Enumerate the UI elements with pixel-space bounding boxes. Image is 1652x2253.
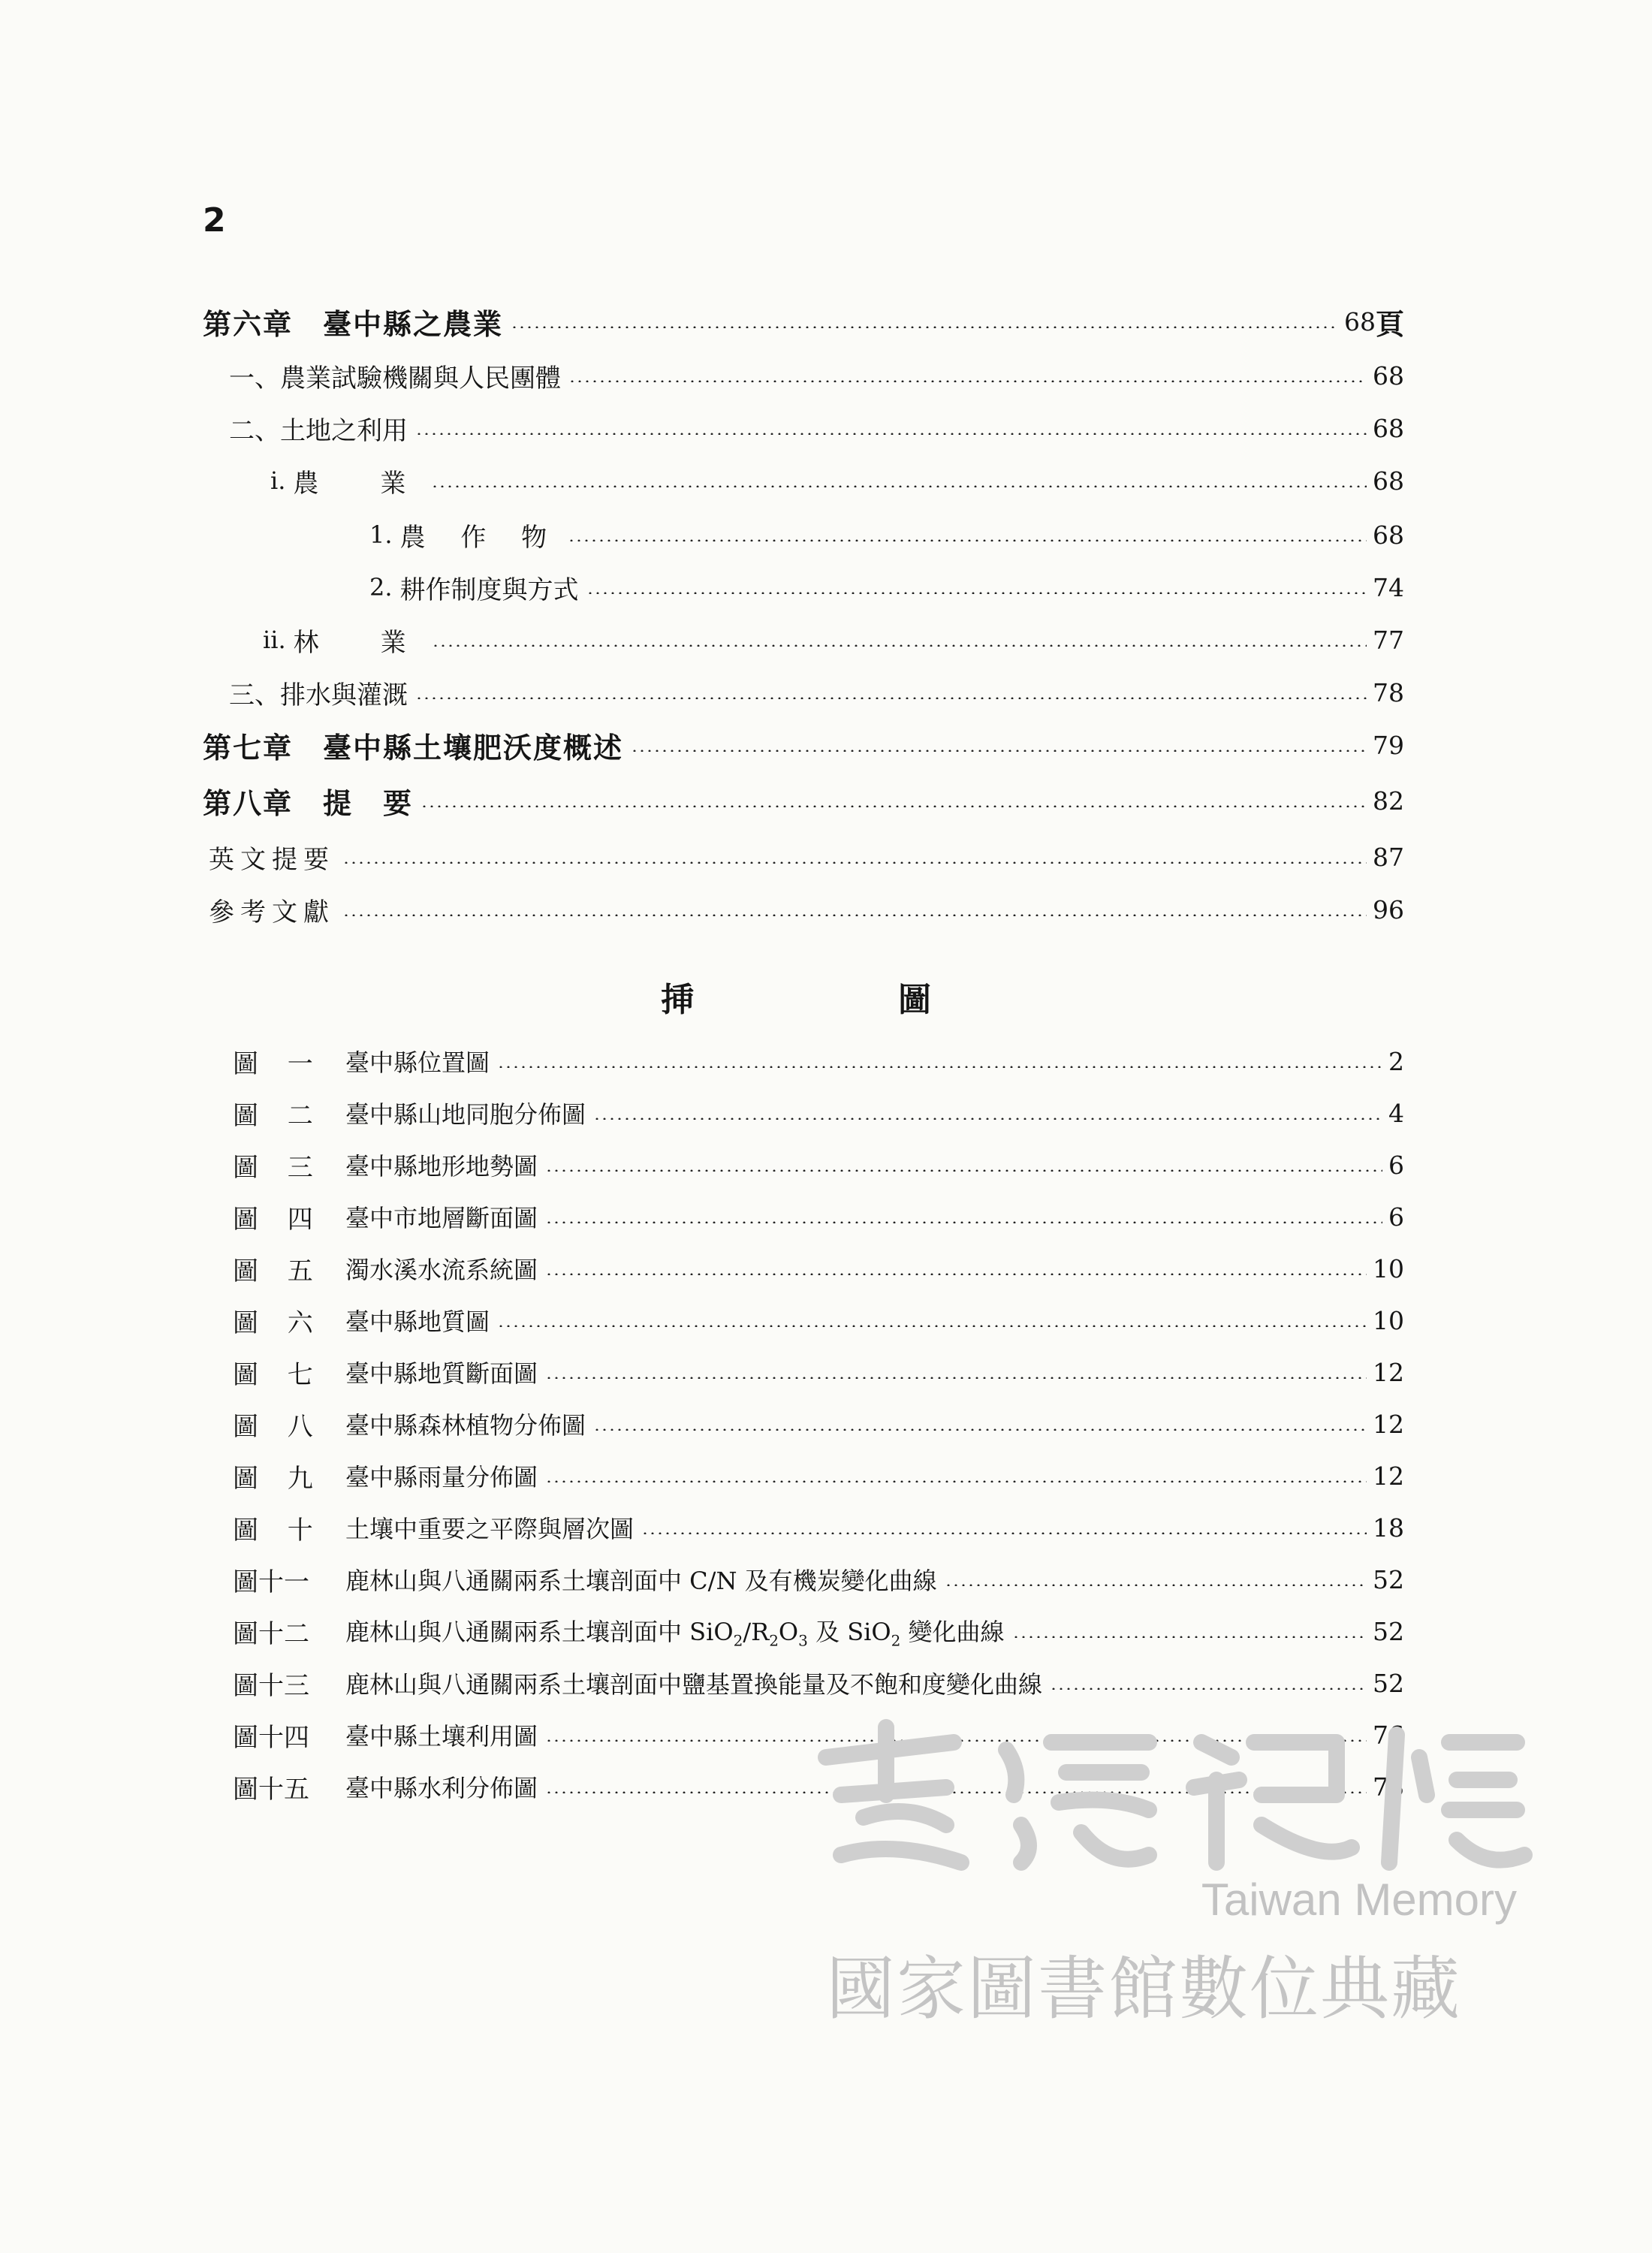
toc-entry[interactable] — [263, 619, 1404, 661]
leader-dots — [631, 749, 1367, 752]
figure-entry[interactable] — [233, 1144, 1404, 1186]
toc-page: 68 — [1373, 520, 1404, 550]
toc-label: 林 業 — [293, 627, 424, 658]
figure-number: 圖 二 — [233, 1100, 324, 1131]
toc-page: 77 — [1373, 625, 1404, 655]
figure-entry[interactable] — [233, 1766, 1404, 1808]
leader-dots — [421, 805, 1367, 807]
toc-page: 68 — [1373, 466, 1404, 496]
leader-dots — [497, 1325, 1367, 1327]
figure-page: 12 — [1373, 1461, 1404, 1491]
figures-title-char: 圖 — [898, 981, 931, 1019]
leader-dots — [586, 592, 1367, 594]
figure-title: 臺中縣土壤利用圖 — [345, 1722, 538, 1751]
toc-page: 68 — [1343, 306, 1376, 336]
figure-number: 圖 八 — [233, 1411, 324, 1442]
figure-title: 土壤中重要之平際與層次圖 — [345, 1515, 635, 1543]
title-part: O — [778, 1617, 799, 1646]
toc-label: 耕作制度與方式 — [399, 575, 579, 605]
figure-entry[interactable] — [233, 1558, 1404, 1600]
leader-dots — [545, 1377, 1367, 1379]
leader-dots — [342, 861, 1367, 864]
subscript: 2 — [733, 1631, 743, 1650]
leader-dots — [545, 1169, 1382, 1172]
toc-number: 1. — [369, 520, 393, 549]
leader-dots — [432, 644, 1367, 647]
toc-page: 74 — [1373, 572, 1404, 602]
toc-entry-chapter-6[interactable] — [203, 300, 1404, 342]
figure-title: 臺中縣森林植物分佈圖 — [345, 1411, 586, 1440]
toc-page: 87 — [1373, 842, 1404, 872]
watermark-chinese: 國家圖書館數位典藏 — [826, 1949, 1462, 2029]
figure-page: 18 — [1373, 1513, 1404, 1543]
figure-entry[interactable] — [233, 1610, 1404, 1652]
leader-dots — [497, 1066, 1382, 1068]
figure-number: 圖 六 — [233, 1307, 324, 1338]
figure-page: 2 — [1388, 1046, 1404, 1076]
leader-dots — [945, 1584, 1367, 1586]
figure-page: 12 — [1373, 1357, 1404, 1387]
figure-entry[interactable] — [233, 1196, 1404, 1238]
toc-page: 96 — [1373, 894, 1404, 924]
leader-dots — [568, 539, 1367, 541]
figure-title: 臺中縣地質圖 — [345, 1307, 490, 1336]
figure-page: 4 — [1388, 1098, 1404, 1128]
figure-page: 78 — [1373, 1772, 1404, 1802]
toc-label: 一、農業試驗機關與人民團體 — [229, 363, 561, 394]
figure-page: 76 — [1373, 1720, 1404, 1750]
toc-entry[interactable] — [209, 836, 1404, 878]
toc-label: 第六章 臺中縣之農業 — [203, 307, 504, 341]
subscript: 2 — [891, 1631, 901, 1650]
leader-dots — [511, 326, 1338, 328]
toc-entry[interactable] — [209, 888, 1404, 930]
figure-page: 6 — [1388, 1150, 1404, 1180]
title-part: 變化曲線 — [900, 1617, 1005, 1646]
leader-dots — [342, 914, 1367, 916]
figure-number: 圖十二 — [233, 1618, 309, 1649]
title-part: 鹿林山與八通關兩系土壤剖面中 SiO — [345, 1617, 734, 1646]
leader-dots — [545, 1480, 1367, 1482]
toc-entry[interactable] — [229, 354, 1404, 397]
figure-entry[interactable] — [233, 1092, 1404, 1134]
leader-dots — [415, 697, 1367, 699]
figure-title: 臺中縣雨量分佈圖 — [345, 1463, 538, 1491]
figure-number: 圖 七 — [233, 1359, 324, 1390]
figure-entry[interactable] — [233, 1714, 1404, 1756]
leader-dots — [641, 1532, 1367, 1534]
toc-label: 第七章 臺中縣土壤肥沃度概述 — [203, 731, 624, 765]
figure-page: 6 — [1388, 1202, 1404, 1232]
toc-number: 2. — [369, 573, 393, 602]
figure-title: 鹿林山與八通關兩系土壤剖面中鹽基置換能量及不飽和度變化曲線 — [345, 1670, 1043, 1699]
figure-title: 臺中縣山地同胞分佈圖 — [345, 1100, 586, 1129]
toc-page: 68 — [1373, 413, 1404, 443]
figure-title: 臺中縣地形地勢圖 — [345, 1152, 538, 1181]
figure-number: 圖 五 — [233, 1256, 324, 1286]
title-part: /R — [743, 1617, 770, 1646]
leader-dots — [415, 433, 1367, 435]
page-number: 2 — [203, 201, 226, 240]
toc-number: ii. — [263, 626, 286, 654]
leader-dots — [545, 1221, 1382, 1223]
figure-number: 圖 十 — [233, 1515, 324, 1546]
toc-page: 79 — [1373, 730, 1404, 760]
subscript: 3 — [798, 1631, 808, 1650]
figure-page: 52 — [1373, 1668, 1404, 1698]
figures-title-char: 挿 — [661, 981, 694, 1019]
title-part: 及 SiO — [807, 1617, 891, 1646]
leader-dots — [1050, 1687, 1367, 1690]
figure-number: 圖十五 — [233, 1774, 309, 1805]
figure-page: 10 — [1373, 1305, 1404, 1335]
figure-number: 圖 九 — [233, 1463, 324, 1494]
figure-title: 臺中市地層斷面圖 — [345, 1204, 538, 1232]
figure-number: 圖 三 — [233, 1152, 324, 1183]
toc-label: 農 作 物 — [399, 522, 561, 553]
figure-number: 圖 一 — [233, 1048, 324, 1079]
figure-number: 圖十四 — [233, 1722, 309, 1753]
figure-title: 濁水溪水流系統圖 — [345, 1256, 538, 1284]
toc-label: 英文提要 — [209, 844, 335, 875]
toc-page: 78 — [1373, 677, 1404, 707]
figure-title — [345, 1613, 1008, 1649]
toc-entry[interactable] — [229, 671, 1404, 713]
leader-dots — [1012, 1636, 1367, 1638]
leader-dots — [593, 1117, 1382, 1120]
leader-dots — [593, 1428, 1367, 1431]
leader-dots — [545, 1273, 1367, 1275]
toc-entry[interactable] — [270, 460, 1404, 502]
toc-label: 參考文獻 — [209, 897, 335, 927]
figure-number: 圖十一 — [233, 1567, 309, 1597]
toc-entry-chapter-8[interactable] — [203, 780, 1404, 822]
toc-page-suffix: 頁 — [1375, 307, 1404, 341]
toc-label: 二、土地之利用 — [229, 415, 408, 446]
figure-page: 12 — [1373, 1409, 1404, 1439]
figure-entry[interactable] — [233, 1662, 1404, 1704]
figure-number: 圖 四 — [233, 1204, 324, 1235]
toc-entry-chapter-7[interactable] — [203, 724, 1404, 766]
figure-title: 臺中縣位置圖 — [345, 1048, 490, 1077]
toc-label: 第八章 提 要 — [203, 786, 414, 820]
figure-entry[interactable] — [233, 1351, 1404, 1393]
figure-entry[interactable] — [233, 1507, 1404, 1549]
leader-dots — [431, 485, 1367, 487]
toc-label: 農 業 — [293, 468, 424, 499]
leader-dots — [545, 1791, 1367, 1793]
toc-entry[interactable] — [229, 407, 1404, 449]
toc-page: 82 — [1373, 786, 1404, 816]
figure-entry[interactable] — [233, 1455, 1404, 1497]
figures-section-title — [661, 973, 931, 1021]
figure-entry[interactable] — [233, 1299, 1404, 1341]
figure-page: 52 — [1373, 1616, 1404, 1646]
toc-number: i. — [270, 466, 286, 495]
taiwan-memory-watermark — [796, 1712, 1547, 2058]
figure-title: 鹿林山與八通關兩系土壤剖面中 C/N 及有機炭變化曲線 — [345, 1567, 937, 1595]
leader-dots — [545, 1739, 1367, 1742]
toc-label: 三、排水與灌溉 — [229, 680, 408, 710]
toc-entry[interactable] — [369, 566, 1404, 608]
toc-entry[interactable] — [369, 514, 1404, 556]
figure-page: 10 — [1373, 1253, 1404, 1283]
figure-entry[interactable] — [233, 1403, 1404, 1445]
figure-title: 臺中縣水利分佈圖 — [345, 1774, 538, 1802]
figure-number: 圖十三 — [233, 1670, 309, 1701]
figure-entry[interactable] — [233, 1247, 1404, 1289]
figure-page: 52 — [1373, 1564, 1404, 1594]
leader-dots — [568, 380, 1367, 382]
toc-page: 68 — [1373, 360, 1404, 391]
figure-entry[interactable] — [233, 1040, 1404, 1082]
figure-title: 臺中縣地質斷面圖 — [345, 1359, 538, 1388]
watermark-english: Taiwan Memory — [1201, 1874, 1517, 1925]
subscript: 2 — [769, 1631, 779, 1650]
